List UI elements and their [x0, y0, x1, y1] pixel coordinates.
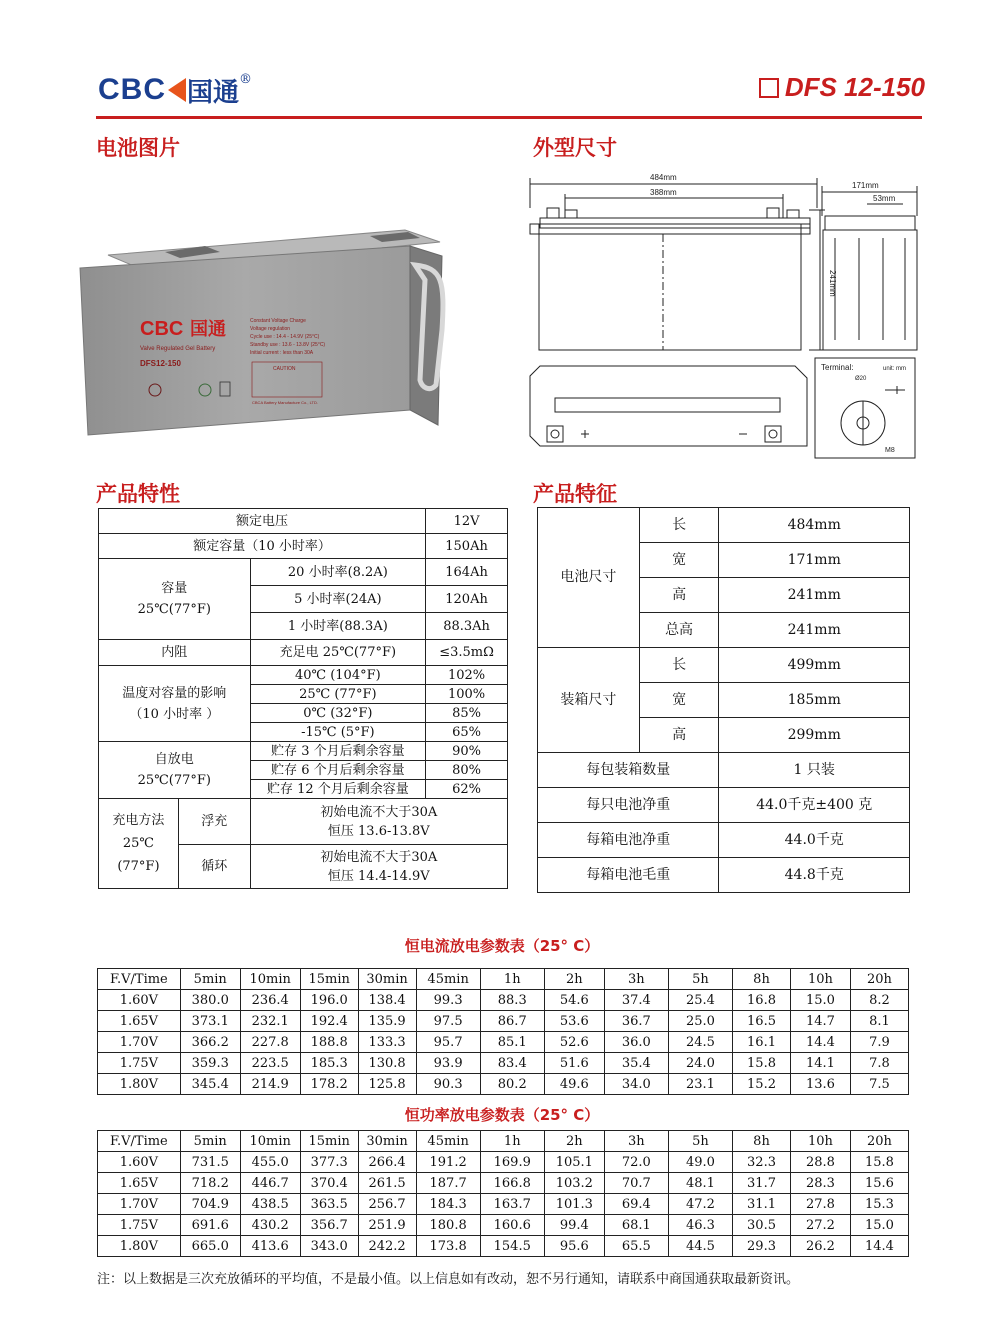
table-cell: 15.3 [850, 1194, 908, 1215]
table-cell: 691.6 [180, 1215, 240, 1236]
table-cell: 47.2 [668, 1194, 732, 1215]
table-cell: 718.2 [180, 1173, 240, 1194]
table-cell: 68.1 [604, 1215, 668, 1236]
capacity-value: 164Ah [426, 559, 508, 586]
photo-manufacturer: CBCA Battery Manufacture Co., LTD. [252, 400, 318, 405]
table-cell: 15.8 [733, 1053, 791, 1074]
feature-value: 299mm [719, 718, 910, 753]
table-cell: 187.7 [416, 1173, 480, 1194]
table-cell: 14.7 [790, 1011, 850, 1032]
table-cell: 86.7 [480, 1011, 544, 1032]
row-voltage: 1.60V [98, 1152, 181, 1173]
feature-key: 高 [639, 578, 719, 613]
dim-height: 241mm [828, 270, 837, 297]
column-header: F.V/Time [98, 1131, 181, 1152]
column-header: 45min [416, 1131, 480, 1152]
photo-type: Valve Regulated Gel Battery [140, 346, 216, 352]
section-photo-title: 电池图片 [96, 136, 180, 160]
table-cell: 184.3 [416, 1194, 480, 1215]
checkbox-square-icon [759, 78, 779, 98]
table-cell: 188.8 [300, 1032, 358, 1053]
table-cell: 28.8 [790, 1152, 850, 1173]
table-cell: 356.7 [300, 1215, 358, 1236]
table-cell: 16.8 [733, 990, 791, 1011]
table-cell: 35.4 [604, 1053, 668, 1074]
photo-initial-current: Initial current : less than 30A [250, 350, 314, 356]
table-cell: 70.7 [604, 1173, 668, 1194]
table-cell: 15.6 [850, 1173, 908, 1194]
table-cell: 185.3 [300, 1053, 358, 1074]
table-cell: 173.8 [416, 1236, 480, 1257]
section-dimensions-title: 外型尺寸 [533, 136, 617, 160]
table-cell: 99.3 [416, 990, 480, 1011]
table-cell: 14.1 [790, 1053, 850, 1074]
model-title [759, 72, 925, 103]
terminal-diameter: Ø20 [855, 376, 867, 382]
column-header: 45min [416, 969, 480, 990]
power-table-title: 恒功率放电参数表（25° C） [404, 1106, 600, 1124]
dim-width: 171mm [852, 181, 879, 190]
self-discharge-label: 自放电 [154, 752, 194, 767]
footnote: 注：以上数据是三次充放循环的平均值，不是最小值。以上信息如有改动，恕不另行通知，请联系中商国通获取最新资讯。 [97, 1272, 800, 1287]
row-voltage: 1.75V [98, 1053, 181, 1074]
self-row-value: 90% [426, 742, 508, 761]
table-cell: 242.2 [358, 1236, 416, 1257]
terminal-bolt: M8 [885, 447, 895, 454]
terminal-title: Terminal: [821, 363, 854, 372]
table-cell: 180.8 [416, 1215, 480, 1236]
table-cell: 101.3 [544, 1194, 604, 1215]
feature-value: 499mm [719, 648, 910, 683]
table-cell: 665.0 [180, 1236, 240, 1257]
table-cell: 46.3 [668, 1215, 732, 1236]
table-cell: 88.3 [480, 990, 544, 1011]
table-cell: 37.4 [604, 990, 668, 1011]
table-header-row [98, 969, 909, 990]
column-header: 2h [544, 969, 604, 990]
self-discharge-cell [99, 742, 251, 799]
table-cell: 25.0 [668, 1011, 732, 1032]
table-cell: 34.0 [604, 1074, 668, 1095]
logo-text: CBC [98, 73, 166, 106]
box-size-label: 装箱尺寸 [538, 648, 640, 753]
feature-key: 每箱电池毛重 [538, 858, 719, 893]
table-cell: 31.1 [733, 1194, 791, 1215]
section-properties-title: 产品特性 [96, 482, 180, 506]
temp-row-temperature: 40℃ (104°F) [250, 666, 426, 685]
table-cell: 366.2 [180, 1032, 240, 1053]
row-voltage: 1.70V [98, 1194, 181, 1215]
photo-model: DFS12-150 [140, 359, 181, 368]
capacity-label-cell [99, 559, 251, 640]
table-cell: 223.5 [240, 1053, 300, 1074]
column-header: 5h [668, 1131, 732, 1152]
column-header: 2h [544, 1131, 604, 1152]
temp-effect-cell [99, 666, 251, 742]
current-table-title: 恒电流放电参数表（25° C） [404, 937, 600, 955]
feature-value: 241mm [719, 578, 910, 613]
terminal-unit: unit: mm [883, 366, 907, 372]
table-cell: 261.5 [358, 1173, 416, 1194]
temp-row-value: 102% [426, 666, 508, 685]
table-cell: 8.1 [850, 1011, 908, 1032]
column-header: 3h [604, 1131, 668, 1152]
charge-method-label: 充电方法 [112, 813, 165, 828]
table-row [98, 1194, 909, 1215]
power-discharge-table [97, 1130, 909, 1257]
table-cell: 125.8 [358, 1074, 416, 1095]
table-cell: 214.9 [240, 1074, 300, 1095]
table-cell: 25.4 [668, 990, 732, 1011]
feature-key: 每箱电池净重 [538, 823, 719, 858]
feature-value: 44.8千克 [719, 858, 910, 893]
feature-value: 44.0千克±400 克 [719, 788, 910, 823]
logo-arrow-icon [168, 78, 186, 102]
table-cell: 80.2 [480, 1074, 544, 1095]
registered-mark: ® [239, 72, 253, 87]
table-cell: 133.3 [358, 1032, 416, 1053]
column-header: 1h [480, 969, 544, 990]
row-voltage: 1.65V [98, 1011, 181, 1032]
rated-capacity-value: 150Ah [426, 534, 508, 559]
column-header: 20h [850, 969, 908, 990]
table-cell: 413.6 [240, 1236, 300, 1257]
row-voltage: 1.80V [98, 1074, 181, 1095]
section-features-title: 产品特征 [533, 482, 617, 506]
table-cell: 377.3 [300, 1152, 358, 1173]
table-cell: 31.7 [733, 1173, 791, 1194]
table-row [98, 1215, 909, 1236]
table-cell: 85.1 [480, 1032, 544, 1053]
charge-method-cell [99, 799, 179, 889]
dim-length-inner: 388mm [650, 188, 677, 197]
table-cell: 704.9 [180, 1194, 240, 1215]
feature-key: 长 [639, 648, 719, 683]
float-spec-cell [250, 799, 507, 845]
photo-standby-use: Standby use : 13.6 - 13.8V (25°C) [250, 342, 326, 348]
table-cell: 14.4 [790, 1032, 850, 1053]
table-row [98, 1236, 909, 1257]
model-number: DFS 12-150 [784, 72, 925, 102]
table-cell: 731.5 [180, 1152, 240, 1173]
table-cell: 196.0 [300, 990, 358, 1011]
column-header: 5min [180, 1131, 240, 1152]
table-cell: 191.2 [416, 1152, 480, 1173]
photo-brand-cn: 国通 [190, 319, 226, 340]
table-cell: 138.4 [358, 990, 416, 1011]
column-header: 10h [790, 969, 850, 990]
rated-capacity-label: 额定容量（10 小时率） [99, 534, 426, 559]
table-cell: 69.4 [604, 1194, 668, 1215]
row-voltage: 1.80V [98, 1236, 181, 1257]
float-label: 浮充 [178, 799, 250, 845]
table-cell: 135.9 [358, 1011, 416, 1032]
table-cell: 83.4 [480, 1053, 544, 1074]
features-table [537, 507, 910, 893]
self-discharge-temp: 25℃(77°F) [137, 773, 211, 788]
resistance-label: 内阻 [99, 640, 251, 666]
table-cell: 95.7 [416, 1032, 480, 1053]
table-cell: 345.4 [180, 1074, 240, 1095]
table-cell: 363.5 [300, 1194, 358, 1215]
column-header: 8h [733, 969, 791, 990]
table-cell: 99.4 [544, 1215, 604, 1236]
table-cell: 251.9 [358, 1215, 416, 1236]
brand-logo [98, 70, 252, 110]
capacity-rate: 5 小时率(24A) [250, 586, 426, 613]
table-cell: 359.3 [180, 1053, 240, 1074]
table-cell: 160.6 [480, 1215, 544, 1236]
battery-photo [70, 210, 460, 450]
table-row [98, 1011, 909, 1032]
charge-temp: 25℃ [122, 836, 154, 851]
table-cell: 36.7 [604, 1011, 668, 1032]
table-cell: 53.6 [544, 1011, 604, 1032]
column-header: 20h [850, 1131, 908, 1152]
temp-row-temperature: 25℃ (77°F) [250, 685, 426, 704]
table-cell: 163.7 [480, 1194, 544, 1215]
table-cell: 49.6 [544, 1074, 604, 1095]
logo-cn: 国通 [187, 77, 240, 108]
table-cell: 52.6 [544, 1032, 604, 1053]
capacity-rate: 20 小时率(8.2A) [250, 559, 426, 586]
column-header: 15min [300, 969, 358, 990]
table-cell: 438.5 [240, 1194, 300, 1215]
table-cell: 7.9 [850, 1032, 908, 1053]
cycle-voltage: 恒压 14.4-14.9V [327, 868, 430, 884]
table-cell: 16.1 [733, 1032, 791, 1053]
table-cell: 27.2 [790, 1215, 850, 1236]
self-row-value: 62% [426, 780, 508, 799]
row-voltage: 1.65V [98, 1173, 181, 1194]
cycle-spec-cell [250, 845, 507, 889]
table-cell: 65.5 [604, 1236, 668, 1257]
table-cell: 236.4 [240, 990, 300, 1011]
temp-row-temperature: -15℃ (5°F) [250, 723, 426, 742]
table-cell: 51.6 [544, 1053, 604, 1074]
table-cell: 54.6 [544, 990, 604, 1011]
column-header: 10min [240, 969, 300, 990]
table-cell: 36.0 [604, 1032, 668, 1053]
feature-value: 171mm [719, 543, 910, 578]
table-cell: 178.2 [300, 1074, 358, 1095]
column-header: 3h [604, 969, 668, 990]
table-cell: 8.2 [850, 990, 908, 1011]
table-cell: 166.8 [480, 1173, 544, 1194]
temp-effect-sub: （10 小时率 ） [129, 706, 220, 722]
feature-key: 每包装箱数量 [538, 753, 719, 788]
self-row-storage: 贮存 6 个月后剩余容量 [250, 761, 426, 780]
table-row [98, 1074, 909, 1095]
table-cell: 169.9 [480, 1152, 544, 1173]
dim-length-total: 484mm [650, 173, 677, 182]
float-current: 初始电流不大于30A [320, 804, 438, 820]
table-row [98, 990, 909, 1011]
table-cell: 446.7 [240, 1173, 300, 1194]
table-cell: 380.0 [180, 990, 240, 1011]
cycle-label: 循环 [178, 845, 250, 889]
dim-terminal-offset: 53mm [873, 194, 896, 203]
table-row [98, 1152, 909, 1173]
capacity-rate: 1 小时率(88.3A) [250, 613, 426, 640]
feature-value: 241mm [719, 613, 910, 648]
feature-key: 长 [639, 508, 719, 543]
battery-size-label: 电池尺寸 [538, 508, 640, 648]
column-header: 30min [358, 1131, 416, 1152]
column-header: F.V/Time [98, 969, 181, 990]
resistance-value: ≤3.5mΩ [426, 640, 508, 666]
table-cell: 232.1 [240, 1011, 300, 1032]
table-cell: 266.4 [358, 1152, 416, 1173]
feature-value: 1 只装 [719, 753, 910, 788]
dimension-drawing [525, 168, 935, 468]
table-cell: 15.0 [850, 1215, 908, 1236]
column-header: 10h [790, 1131, 850, 1152]
resistance-condition: 充足电 25℃(77°F) [250, 640, 426, 666]
table-cell: 14.4 [850, 1236, 908, 1257]
table-cell: 13.6 [790, 1074, 850, 1095]
row-voltage: 1.70V [98, 1032, 181, 1053]
temp-row-value: 100% [426, 685, 508, 704]
table-cell: 15.8 [850, 1152, 908, 1173]
self-row-storage: 贮存 3 个月后剩余容量 [250, 742, 426, 761]
table-cell: 26.2 [790, 1236, 850, 1257]
feature-key: 高 [639, 718, 719, 753]
feature-value: 44.0千克 [719, 823, 910, 858]
table-cell: 29.3 [733, 1236, 791, 1257]
table-cell: 103.2 [544, 1173, 604, 1194]
current-discharge-table [97, 968, 909, 1095]
table-cell: 95.6 [544, 1236, 604, 1257]
table-cell: 24.5 [668, 1032, 732, 1053]
table-cell: 16.5 [733, 1011, 791, 1032]
table-row [98, 1173, 909, 1194]
table-cell: 48.1 [668, 1173, 732, 1194]
table-row [98, 1053, 909, 1074]
table-cell: 49.0 [668, 1152, 732, 1173]
table-cell: 93.9 [416, 1053, 480, 1074]
table-cell: 192.4 [300, 1011, 358, 1032]
capacity-value: 120Ah [426, 586, 508, 613]
capacity-value: 88.3Ah [426, 613, 508, 640]
table-cell: 227.8 [240, 1032, 300, 1053]
cycle-current: 初始电流不大于30A [320, 849, 438, 865]
photo-charge-title: Constant Voltage Charge [250, 318, 306, 324]
column-header: 30min [358, 969, 416, 990]
feature-key: 总高 [639, 613, 719, 648]
properties-table [98, 508, 508, 889]
table-cell: 430.2 [240, 1215, 300, 1236]
self-row-value: 80% [426, 761, 508, 780]
capacity-temp: 25℃(77°F) [137, 602, 211, 617]
table-cell: 370.4 [300, 1173, 358, 1194]
table-cell: 72.0 [604, 1152, 668, 1173]
photo-cycle-use: Cycle use : 14.4 - 14.9V (25°C) [250, 334, 320, 340]
table-cell: 455.0 [240, 1152, 300, 1173]
column-header: 5h [668, 969, 732, 990]
table-cell: 130.8 [358, 1053, 416, 1074]
temp-effect-label: 温度对容量的影响 [122, 685, 227, 701]
temp-row-value: 65% [426, 723, 508, 742]
header-divider [96, 116, 922, 119]
table-header-row [98, 1131, 909, 1152]
table-cell: 30.5 [733, 1215, 791, 1236]
temp-row-value: 85% [426, 704, 508, 723]
table-cell: 28.3 [790, 1173, 850, 1194]
rated-voltage-label: 额定电压 [99, 509, 426, 534]
photo-caution: CAUTION [273, 366, 296, 372]
column-header: 10min [240, 1131, 300, 1152]
feature-key: 宽 [639, 683, 719, 718]
photo-voltage-regulation: Voltage regulation [250, 326, 291, 332]
feature-value: 484mm [719, 508, 910, 543]
table-cell: 7.5 [850, 1074, 908, 1095]
column-header: 5min [180, 969, 240, 990]
table-cell: 373.1 [180, 1011, 240, 1032]
column-header: 1h [480, 1131, 544, 1152]
float-voltage: 恒压 13.6-13.8V [327, 823, 430, 839]
self-row-storage: 贮存 12 个月后剩余容量 [250, 780, 426, 799]
table-cell: 343.0 [300, 1236, 358, 1257]
feature-key: 宽 [639, 543, 719, 578]
table-cell: 24.0 [668, 1053, 732, 1074]
capacity-label: 容量 [161, 581, 188, 596]
row-voltage: 1.75V [98, 1215, 181, 1236]
column-header: 8h [733, 1131, 791, 1152]
table-cell: 32.3 [733, 1152, 791, 1173]
table-cell: 44.5 [668, 1236, 732, 1257]
table-cell: 23.1 [668, 1074, 732, 1095]
rated-voltage-value: 12V [426, 509, 508, 534]
column-header: 15min [300, 1131, 358, 1152]
feature-value: 185mm [719, 683, 910, 718]
row-voltage: 1.60V [98, 990, 181, 1011]
photo-brand: CBC [140, 318, 184, 340]
table-cell: 15.0 [790, 990, 850, 1011]
table-cell: 256.7 [358, 1194, 416, 1215]
table-cell: 27.8 [790, 1194, 850, 1215]
table-cell: 7.8 [850, 1053, 908, 1074]
temp-row-temperature: 0℃ (32°F) [250, 704, 426, 723]
table-cell: 15.2 [733, 1074, 791, 1095]
feature-key: 每只电池净重 [538, 788, 719, 823]
table-cell: 154.5 [480, 1236, 544, 1257]
table-cell: 97.5 [416, 1011, 480, 1032]
table-cell: 105.1 [544, 1152, 604, 1173]
table-row [98, 1032, 909, 1053]
charge-temp-f: (77°F) [117, 859, 160, 874]
table-cell: 90.3 [416, 1074, 480, 1095]
